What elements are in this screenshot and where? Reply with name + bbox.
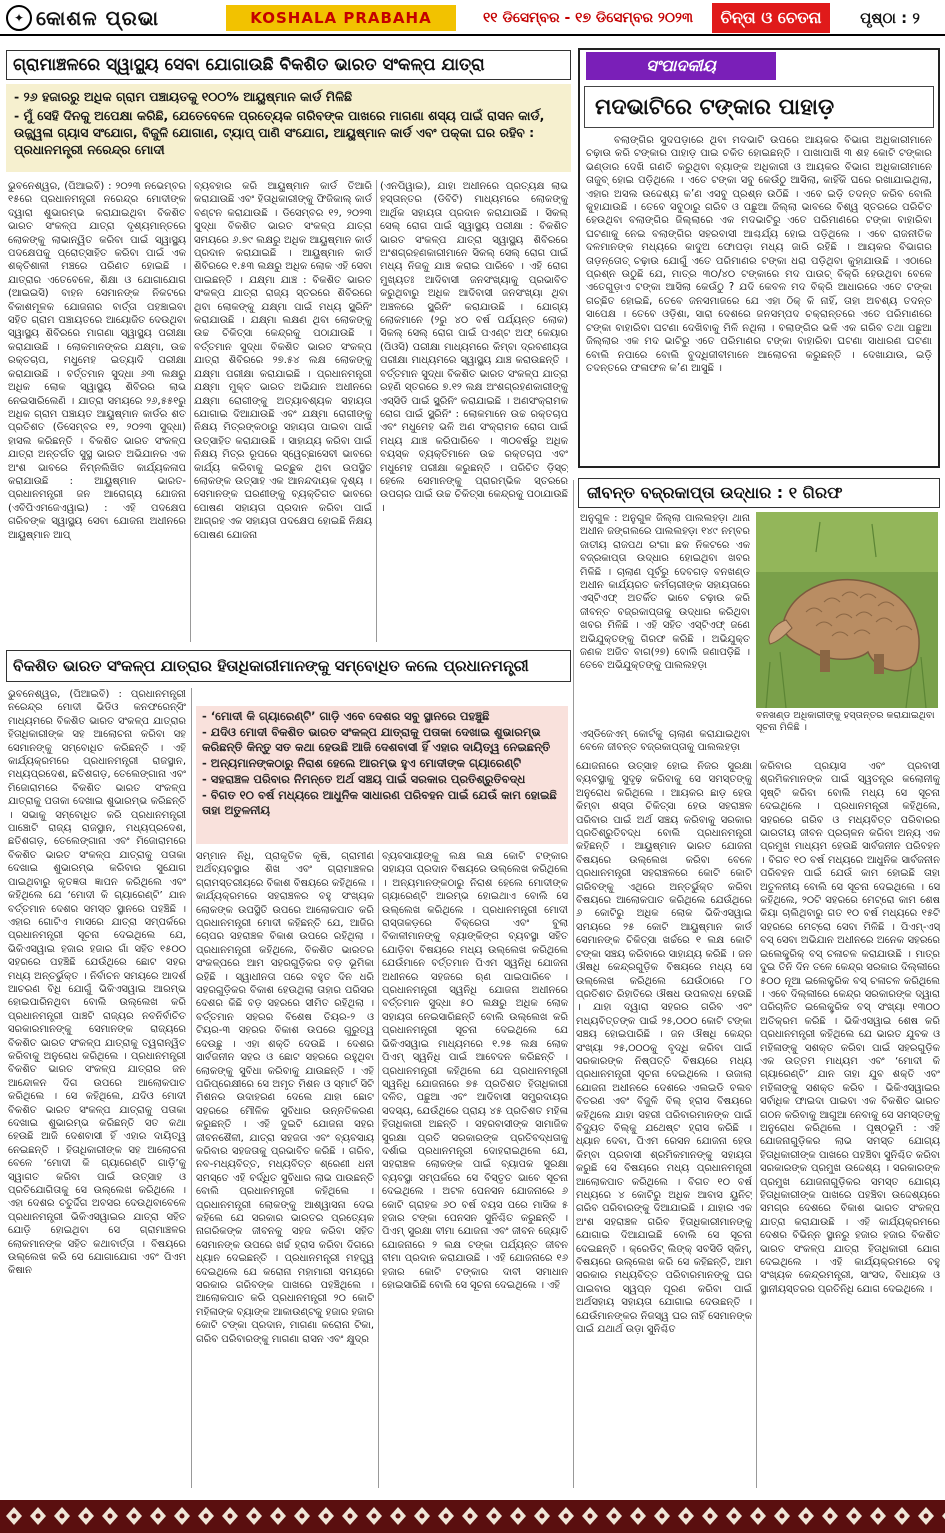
footer-motif-dot: [468, 1514, 473, 1519]
pangolin-leg: [874, 654, 884, 674]
article2-column-3: ବ୍ୟବସାୟୀଙ୍କୁ ଲକ୍ଷ ଲକ୍ଷ କୋଟି ଟଙ୍କାର ସହାୟତା ପ୍ରଦାନ ବିଷୟରେ ଉଲ୍ଲେଖ କରିଥିଲେ । ଅନ୍ୟମାନଙ୍କଠାରୁ ନିରାଶ ହେଲେ ମୋଦୀଙ୍କ ଗ୍ୟାରେଣ୍ଟି ଆରମ୍ଭ ହୋଇଥାଏ ବୋଲି ସେ ଉଲ୍ଲେଖ କରିଥିଲେ । ପ୍ରଧାନମନ୍ତ୍ରୀ ମୋଦୀ ରାସ୍ତାକଡ଼ରେ ବିକ୍ରେତା ଏବଂ ବୁଲା ବିକାଳୀମାନଙ୍କୁ ବ୍ୟାଙ୍କିଙ୍ଗ ବ୍ୟବସ୍ଥା ସହିତ ଯୋଡ଼ିବା ବିଷୟରେ ମଧ୍ୟ ଉଲ୍ଲେଖ କରିଥିଲେ ଯେଉଁମାନେ ବର୍ତ୍ତମାନ ପିଏମ ସ୍ୱନିଧି ଯୋଜନା ଅଧୀନରେ ସହଜରେ ଋଣ ପାଇପାରିବେ । ପ୍ରଧାନମନ୍ତ୍ରୀ ସ୍ୱନିଧି ଯୋଜନା ଅଧୀନରେ ବର୍ତ୍ତମାନ ସୁଦ୍ଧା ୫୦ ଲକ୍ଷରୁ ଅଧିକ ଲୋକ ସହାୟତା ନେଇସାରିଛନ୍ତି ବୋଲି ଉଲ୍ଲେଖ କରି ପ୍ରଧାନମନ୍ତ୍ରୀ ସୂଚନା ଦେଇଥିଲେ ଯେ ଭିକିଏସୱାଇ ମାଧ୍ୟମରେ ୧.୨୫ ଲକ୍ଷ ଲୋକ ପିଏମ୍ ସ୍ୱନିଧି ପାଇଁ ଆବେଦନ କରିଛନ୍ତି । ପ୍ରଧାନମନ୍ତ୍ରୀ କହିଥିଲେ ଯେ ପ୍ରଧାନମନ୍ତ୍ରୀ ସ୍ୱନିଧି ଯୋଜନାରେ ୭୫ ପ୍ରତିଶତ ହିତାଧିକାରୀ ଦଳିତ, ପଛୁଆ ଏବଂ ଆଦିବାସୀ ସମ୍ପ୍ରଦାୟର ସଦସ୍ୟ, ଯେଉଁଥିରେ ପ୍ରାୟ ୪୫ ପ୍ରତିଶତ ମହିଳା ହିତାଧିକାରୀ ଅଛନ୍ତି । ସହରବାସୀଙ୍କ ସାମାଜିକ ସୁରକ୍ଷା ପ୍ରତି ସରକାରଙ୍କ ପ୍ରତିବଦ୍ଧତାକୁ ଦର୍ଶାଇ ପ୍ରଧାନମନ୍ତ୍ରୀ ଦୋହରାଇଥିଲେ ଯେ, ସହରାଞ୍ଚଳ ଲୋକଙ୍କ ପାଇଁ ବ୍ୟାପକ ସୁରକ୍ଷା ବ୍ୟବସ୍ଥା ସମ୍ପର୍କରେ ସେ ବିସ୍ତୃତ ଭାବେ ସୂଚନା ଦେଇଥିଲେ । ଅଟଳ ପେନସନ ଯୋଜନାରେ ୬ କୋଟି ଗ୍ରାହକ ୬୦ ବର୍ଷ ବୟସ ପରେ ମାସିକ ୫ ହଜାର ଟଙ୍କା ପେନସନ ସୁନିଶ୍ଚିତ କରୁଛନ୍ତି । ପିଏମ୍ ସୁରକ୍ଷା ବୀମା ଯୋଜନା ଏବଂ ଜୀବନ ଜ୍ୟୋତି ଯୋଜନାରେ ୨ ଲକ୍ଷ ଟଙ୍କା ପର୍ଯ୍ୟନ୍ତ ଜୀବନ ବୀମା ପ୍ରଦାନ କରାଯାଉଛି । ଏହି ଯୋଜନାରେ ୧୬ ହଜାର କୋଟି ଟଙ୍କାର ଦାବୀ ସମାଧାନ ହୋଇସାରିଛି ବୋଲି ସେ ସୂଚନା ଦେଇଥିଲେ । ଏହି: [382, 851, 568, 1291]
article1-column-2: ବ୍ୟବହାର କରି ଆୟୁଷ୍ମାନ କାର୍ଡ ତିଆରି କରାଯାଉଛି ଏବଂ ହିତାଧିକାରୀଙ୍କୁ ଫିଜିକାଲ୍ କାର୍ଡ ବଣ୍ଟନ କରାଯାଉଛି । ଡିସେମ୍ବର ୧୨, ୨୦୨୩ ସୁଦ୍ଧା ବିକଶିତ ଭାରତ ସଂକଳ୍ପ ଯାତ୍ରା ସମୟରେ ୬.୭୯ ଲକ୍ଷରୁ ଅଧିକ ଆୟୁଷ୍ମାନ କାର୍ଡ ପ୍ରଦାନ କରାଯାଇଛି । ଆୟୁଷ୍ମାନ କାର୍ଡ ଶିବିରରେ ୧.୫୩ ଲକ୍ଷରୁ ଅଧିକ ଲୋକ ଏହି ସେବା ପାଇଛନ୍ତି । ଯକ୍ଷ୍ମା ଯାଞ୍ଚ : ବିକଶିତ ଭାରତ ସଂକଳ୍ପ ଯାତ୍ରା ରାଜ୍ୟ ସ୍ତରରେ ଶିବିରରେ ଥିବା ଲୋକଙ୍କୁ ଯକ୍ଷ୍ମା ପାଇଁ ମଧ୍ୟ ସ୍କ୍ରିନିଂ କରାଯାଉଛି । ଯକ୍ଷ୍ମା ଲକ୍ଷଣ ଥିବା ଲୋକଙ୍କୁ ଉଚ୍ଚ ଚିକିତ୍ସା କେନ୍ଦ୍ରକୁ ପଠାଯାଉଛି । ବର୍ତ୍ତମାନ ସୁଦ୍ଧା ବିକଶିତ ଭାରତ ସଂକଳ୍ପ ଯାତ୍ରା ଶିବିରରେ ୨୭.୫୪ ଲକ୍ଷ ଲୋକଙ୍କୁ ଯକ୍ଷ୍ମା ପରୀକ୍ଷା କରାଯାଇଛି । ପ୍ରଧାନମନ୍ତ୍ରୀ ଯକ୍ଷ୍ମା ମୁକ୍ତ ଭାରତ ଅଭିଯାନ ଅଧୀନରେ ଯକ୍ଷ୍ମା ରୋଗୀଙ୍କୁ ଅତ୍ୟାବଶ୍ୟକ ସହାୟତା ଯୋଗାଇ ଦିଆଯାଉଛି ଏବଂ ଯକ୍ଷ୍ମା ରୋଗୀଙ୍କୁ ନିକ୍ଷୟ ମିତ୍ରଙ୍କଠାରୁ ସହାୟତା ପାଇବା ପାଇଁ ଉତ୍ସାହିତ କରାଯାଉଛି । ସାହାଯ୍ୟ କରିବା ପାଇଁ ନିକ୍ଷୟ ମିତ୍ର ରୂପରେ ସ୍ୱେଚ୍ଛାସେବୀ ଭାବରେ କାର୍ଯ୍ୟ କରିବାକୁ ଇଚ୍ଛୁକ ଥିବା ଉପସ୍ଥିତ ଲୋକଙ୍କ ଉତ୍ସାହ ଏକ ଆନନ୍ଦଦାୟକ ଦୃଶ୍ୟ । ସେମାନଙ୍କ ଘରଣୀଙ୍କୁ ବ୍ୟକ୍ତିଗତ ଭାବରେ ପୋଷଣ ସହାୟତା ପ୍ରଦାନ କରିବା ପାଇଁ ଆଗ୍ରହ ଏକ ସହାୟତା ପଦକ୍ଷେପ ହୋଇଛି ନିକ୍ଷୟ ପୋଷଣ ଯୋଜନା: [194, 181, 372, 541]
footer-motif-dot: [540, 1514, 545, 1519]
footer-motif-dot: [900, 1514, 905, 1519]
page-number: ପୃଷ୍ଠା : ୨: [860, 9, 920, 27]
footer-motif-dot: [276, 1514, 281, 1519]
article1-highlights: [6, 84, 571, 172]
article2-highlight-5: - ବିଗତ ୧୦ ବର୍ଷ ମଧ୍ୟରେ ଆଧୁନିକ ସାଧାରଣ ପରିବହନ ପାଇଁ ଯେଉଁ କାମ ହୋଇଛି ତାହା ଅତୁଳନୀୟ: [202, 788, 557, 817]
footer-motif-dot: [852, 1514, 857, 1519]
article1-column-3: (ଏନପିୱାଇ), ଯାହା ଅଧୀନରେ ପ୍ରତ୍ୟକ୍ଷ ଲାଭ ହସ୍ତାନ୍ତର (ଡିବିଟି) ମାଧ୍ୟମରେ ଲୋକଙ୍କୁ ଆର୍ଥିକ ସହାୟତା ପ୍ରଦାନ କରାଯାଉଛି । ସିକଲ୍ ସେଲ୍ ରୋଗ ପାଇଁ ସ୍ୱାସ୍ଥ୍ୟ ପରୀକ୍ଷା : ବିକଶିତ ଭାରତ ସଂକଳ୍ପ ଯାତ୍ରା ସ୍ୱାସ୍ଥ୍ୟ ଶିବିରରେ ଅଂଶଗ୍ରହଣକାରୀମାନେ ସିକଲ୍ ସେଲ୍ ରୋଗ ପାଇଁ ମଧ୍ୟ ନିଜକୁ ଯାଞ୍ଚ କରାଇ ପାରିବେ । ଏହି ରୋଗ ମୁଖ୍ୟତଃ ଆଦିବାସୀ ଜନସଂଖ୍ୟାକୁ ପ୍ରଭାବିତ କରୁଥିବାରୁ ଅଧିକ ଆଦିବାସୀ ଜନସଂଖ୍ୟା ଥିବା ଅଞ୍ଚଳରେ ସ୍କ୍ରିନିଂ କରାଯାଉଛି । ଯୋଗ୍ୟ ଲୋକମାନେ (୨ରୁ ୪୦ ବର୍ଷ ପର୍ଯ୍ୟନ୍ତ ଲୋକ) ସିକଲ୍ ସେଲ୍ ରୋଗ ପାଇଁ ପଏଣ୍ଟ ଅଫ୍ କେୟାର (ପିଓସି) ପରୀକ୍ଷା ମାଧ୍ୟମରେ କିମ୍ବା ଦ୍ରବଣୀୟତା ପରୀକ୍ଷା ମାଧ୍ୟମରେ ସ୍ୱାସ୍ଥ୍ୟ ଯାଞ୍ଚ କରାଉଛନ୍ତି । ବର୍ତ୍ତମାନ ସୁଦ୍ଧା ବିକଶିତ ଭାରତ ସଂକଳ୍ପ ଯାତ୍ରା ରହଣି ସ୍ତରରେ ୭.୧୨ ଲକ୍ଷ ଅଂଶଗ୍ରହଣକାରୀଙ୍କୁ ଏସ୍‌ସିଡି ପାଇଁ ସ୍କ୍ରିନିଂ କରାଯାଇଛି । ଅଣସଂକ୍ରାମକ ରୋଗ ପାଇଁ ସ୍କ୍ରିନିଂ : ଲୋକମାନେ ଉଚ୍ଚ ରକ୍ତଚାପ ଏବଂ ମଧୁମେହ ଭଳି ଅଣ ସଂକ୍ରାମକ ରୋଗ ପାଇଁ ମଧ୍ୟ ଯାଞ୍ଚ କରିପାରିବେ । ୩୦ବର୍ଷରୁ ଅଧିକ ବୟସ୍କ ବ୍ୟକ୍ତିମାନେ ଉଚ୍ଚ ରକ୍ତଚାପ ଏବଂ ମଧୁମେହ ପରୀକ୍ଷା କରୁଛନ୍ତି । ପରିଚିତ ଡ଼ିସ୍‌ଚ୍ ହେଲେ ସେମାନଙ୍କୁ ପ୍ରାରମ୍ଭିକ ସ୍ତରରେ ଉପଚାର ପାଇଁ ଉଚ୍ଚ ଚିକିତ୍ସା କେନ୍ଦ୍ରକୁ ପଠାଯାଉଛି ।: [380, 181, 568, 514]
footer-motif-dot: [228, 1514, 233, 1519]
column-divider: [378, 850, 379, 1488]
footer-motif-dot: [708, 1514, 713, 1519]
issue-date-range: ୧୧ ଡିସେମ୍ବର - ୧୭ ଡିସେମ୍ବର ୨୦୨୩: [482, 10, 693, 26]
article2-headline: ବିକଶିତ ଭାରତ ସଂକଳ୍ପ ଯାତ୍ରାର ହିତାଧିକାରୀମାନଙ୍କୁ ସମ୍ବୋଧିତ କଲେ ପ୍ରଧାନମନ୍ତ୍ରୀ: [6, 650, 571, 682]
logo-text: କୋଶଳ ପ୍ରଭା: [36, 6, 160, 30]
footer-motif-dot: [204, 1514, 209, 1519]
article2-column-5: କରିବାର ପ୍ରୟାସ ଏବଂ ପ୍ରବାସୀ ଶ୍ରମିକମାନଙ୍କ ପାଇଁ ସ୍ୱତନ୍ତ୍ର କଲୋନୀକୁ ସୃଷ୍ଟି କରିବା ବୋଲି ମଧ୍ୟ ସେ ସୂଚନା ଦେଇଥିଲେ । ପ୍ରଧାନମନ୍ତ୍ରୀ କହିଥିଲେ, ସହରରେ ଗରିବ ଓ ମଧ୍ୟବିତ୍ତ ପରିବାରର ଭାରତୀୟ ଜୀବନ ପ୍ରଚାଳନ କରିବା ଅନ୍ୟ ଏକ ପ୍ରମୁଖ ମାଧ୍ୟମ ହେଉଛି ସାର୍ବଜନୀନ ପରିବହନ । ବିଗତ ୧୦ ବର୍ଷ ମଧ୍ୟରେ ଆଧୁନିକ ସାର୍ବଜନୀନ ପରିବହନ ପାଇଁ ଯେଉଁ କାମ ହୋଇଛି ତାହା ଅତୁଳନୀୟ ବୋଲି ସେ ସୂଚନା ଦେଇଥିଲେ । ସେ କହିଥିଲେ, ୨୦ଟି ସହରରେ ମେଟ୍ରୋ କାମ ଶେଷ କିୟା ଚାଲିଥିବାରୁ ଗତ ୧୦ ବର୍ଷ ମଧ୍ୟରେ ୧୫ଟି ସହରରେ ମେଟ୍ରୋ ସେବା ମିଳିଛି । ପିଏମ୍-ଏସ୍ ବସ୍ ସେବା ଅଭିଯାନ ଅଧୀନରେ ଅନେକ ସହରରେ ଇଲେକ୍ଟ୍ରିକ୍ ବସ୍ ଚଳାଚଳ କରାଯାଉଛି । ମାତ୍ର ଦୁଇ ତିନି ଦିନ ତଳେ କେନ୍ଦ୍ର ସରକାର ଦିଲ୍ଲୀରେ ୫୦୦ ନୂଆ ଇଲେକ୍ଟ୍ରିକ ବସ୍ ଚଳାଚଳ କରିଥିଲେ । ଏବେ ଦିଲ୍ଲୀରେ କେନ୍ଦ୍ର ସରକାରଙ୍କ ଦ୍ୱାରା ପରିଚାଳିତ ଇଲେକ୍ଟ୍ରିକ ବସ୍ ସଂଖ୍ୟା ୧୩୦୦ ଅତିକ୍ରମ କରିଛି । ଭିକିଏସୱାଇ ଶେଷ କରି ପ୍ରଧାନମନ୍ତ୍ରୀ କହିଥିଲେ ଯେ ଭାରତ ଯୁବକ ଓ ମହିଳାଙ୍କୁ ସଶକ୍ତ କରିବା ପାଇଁ ସହରଗୁଡ଼ିକ ଏକ ଉତ୍ତମ ମାଧ୍ୟମ ଏବଂ ‘ମୋଦୀ କି ଗ୍ୟାରେଣ୍ଟି’ ଯାନ ତାହା ଯୁବ ଶକ୍ତି ଏବଂ ମହିଳାଙ୍କୁ ସଶକ୍ତ କରିବ । ଭିକିଏସୱାଇର ସର୍ବାଧିକ ଫାଇଦା ପାଇବା ଏକ ବିକଶିତ ଭାରତ ଗଠନ କରିବାକୁ ଆଗୁଆ ନେବାକୁ ସେ ସମସ୍ତଙ୍କୁ ଅନୁରୋଧ କରିଥିଲେ । ପୃଷ୍ଠଭୂମି : ଏହି ଯୋଜନାଗୁଡ଼ିକର ଲାଭ ସମସ୍ତ ଯୋଗ୍ୟ ହିତାଧିକାରୀଙ୍କ ପାଖରେ ପହଞ୍ଚିବା ସୁନିଶ୍ଚିତ କରିବା ସରକାରଙ୍କ ପ୍ରମୁଖ ଉଦ୍ଦେଶ୍ୟ । ସରକାରଙ୍କ ପ୍ରମୁଖ ଯୋଜନାଗୁଡ଼ିକର ସମସ୍ତ ଯୋଗ୍ୟ ହିତାଧିକାରୀଙ୍କ ପାଖରେ ପହଞ୍ଚିବା ଉଦ୍ଦେଶ୍ୟରେ ସମଗ୍ର ଦେଶରେ ବିକାଶ ଭାରତ ସଂକଳ୍ପ ଯାତ୍ରା କରାଯାଉଛି । ଏହି କାର୍ଯ୍ୟକ୍ରମରେ ଦେଶର ବିଭିନ୍ନ ସ୍ଥାନରୁ ହଜାର ହଜାର ବିକଶିତ ଭାରତ ସଂକଳ୍ପ ଯାତ୍ରା ହିତାଧିକାରୀ ଯୋଗ ଦେଇଥିଲେ । ଏହି କାର୍ଯ୍ୟକ୍ରମରେ ବହୁ ସଂଖ୍ୟକ କେନ୍ଦ୍ରମନ୍ତ୍ରୀ, ସାଂସଦ, ବିଧାୟକ ଓ ସ୍ଥାନୀୟସ୍ତରର ପ୍ରତିନିଧି ଯୋଗ ଦେଇଥିଲେ ।: [760, 761, 940, 1295]
article2-column-1: ଭୁବନେଶ୍ୱର, (ପିଆଇବି) : ପ୍ରଧାନମନ୍ତ୍ରୀ ନରେନ୍ଦ୍ର ମୋଦୀ ଭିଡିଓ କନଫରେନ୍ସିଂ ମାଧ୍ୟମରେ ବିକଶିତ ଭାରତ ସଂକଳ୍ପ ଯାତ୍ରାର ହିତାଧିକାରୀଙ୍କ ସହ ଆଲୋଚନା କରିବା ସହ ସେମାନଙ୍କୁ ସମ୍ବୋଧିତ କରିଛନ୍ତି । ଏହି କାର୍ଯ୍ୟକ୍ରମରେ ପ୍ରଧାନମନ୍ତ୍ରୀ ରାଜସ୍ଥାନ, ମଧ୍ୟପ୍ରଦେଶ, ଛତିଶଗଡ଼, ତେଲେଙ୍ଗାନା ଏବଂ ମିଜୋରାମରେ ବିକଶିତ ଭାରତ ସଂକଳ୍ପ ଯାତ୍ରାକୁ ପତାକା ଦେଖାଇ ଶୁଭାରମ୍ଭ କରିଛନ୍ତି । ସଭାକୁ ସମ୍ବୋଧିତ କରି ପ୍ରଧାନମନ୍ତ୍ରୀ ପାଞ୍ଚୋଟି ରାଜ୍ୟ ରାଜସ୍ଥାନ, ମଧ୍ୟପ୍ରଦେଶ, ଛତିଶଗଡ଼, ତେଲେଙ୍ଗାନା ଏବଂ ମିଜୋରାମରେ ବିକଶିତ ଭାରତ ସଂକଳ୍ପ ଯାତ୍ରାକୁ ପତାକା ଦେଖାଇ ଶୁଭାରମ୍ଭ କରିବାର ସୁଯୋଗ ପାଇଥିବାରୁ କୃତଜ୍ଞତା ଜ୍ଞାପନ କରିଥିଲେ ଏବଂ କହିଥିଲେ ଯେ ‘ମୋଦୀ କି ଗ୍ୟାରେଣ୍ଟି’ ଯାନ ବର୍ତ୍ତମାନ ଦେଶର ସମସ୍ତ ସ୍ଥାନରେ ପହଞ୍ଚିଛି । ଏହାର ଗୋଟିଏ ମାସରେ ଯାତ୍ରା ସମ୍ପର୍କରେ ପ୍ରଧାନମନ୍ତ୍ରୀ ସୂଚନା ଦେଇଥିଲେ ଯେ, ଭିକିଏସୱାଇ ହଜାର ହଜାର ଗାଁ ସହିତ ୧୫୦୦ ସହରରେ ପହଞ୍ଚିଛି ଯେଉଁଥିରେ ଛୋଟ ସହର ମଧ୍ୟ ଅନ୍ତର୍ଭୁକ୍ତ । ନିର୍ବାଚନ ସମୟରେ ଆଦର୍ଶ ଆଚରଣ ବିଧି ଯୋଗୁଁ ଭିକିଏସୱାଇ ଆରମ୍ଭ ହୋଇପାରିନଥିବା ବୋଲି ଉଲ୍ଲେଖ କରି ପ୍ରଧାନମନ୍ତ୍ରୀ ପାଞ୍ଚଟି ରାଜ୍ୟର ନବନିର୍ବାଚିତ ସରକାରମାନଙ୍କୁ ସେମାନଙ୍କ ରାଜ୍ୟରେ ବିକଶିତ ଭାରତ ସଂକଳ୍ପ ଯାତ୍ରାକୁ ତ୍ୱରାନ୍ୱିତ କରିବାକୁ ଅନୁରୋଧ କରିଥିଲେ । ପ୍ରଧାନମନ୍ତ୍ରୀ ବିକଶିତ ଭାରତ ସଂକଳ୍ପ ଯାତ୍ରାର ଜନ ଆନ୍ଦୋଳନ ଦିଗ ଉପରେ ଆଲୋକପାତ କରିଥିଲେ । ସେ କହିଥିଲେ, ଯଦିଓ ମୋଦୀ ବିକଶିତ ଭାରତ ସଂକଳ୍ପ ଯାତ୍ରାକୁ ପତାକା ଦେଖାଇ ଶୁଭାରମ୍ଭ କରିଛନ୍ତି ସତ କଥା ହେଉଛି ଆଜି ଦେଶବାସୀ ହିଁ ଏହାର ଦାୟିତ୍ୱ ନେଇଛନ୍ତି । ହିତାଧିକାରୀଙ୍କ ସହ ଆଲୋଚନା ବେଳେ ‘ମୋଦୀ କି ଗ୍ୟାରେଣ୍ଟି ଗାଡ଼ି’କୁ ସ୍ୱାଗତ କରିବା ପାଇଁ ଉତ୍ସାହ ଓ ପ୍ରତିଯୋଗିତାକୁ ସେ ଉଲ୍ଲେଖ କରିଥିଲେ । ଏହା ଦେଶର ଚତୁର୍ଦ୍ଦିଗ ଅବସର ଦେଉଥିବାବେଳେ ପ୍ରଧାନମନ୍ତ୍ରୀ ଭିକିଏସୱାଇର ଯାତ୍ରା ସହିତ ଯୋଡ଼ି ହୋଇଥିବା ସେ ଗ୍ରାମାଞ୍ଚଳର ଲୋକମାନଙ୍କ ସହିତ କଥାବାର୍ତ୍ତା । ବିଷୟରେ ଉଲ୍ଲେଖ କରି ସେ ଯୋଗାଯୋଗ ଏବଂ ପିଏମ କିଷାନ: [8, 689, 186, 1277]
article2-highlight-2: - ଯଦିଓ ମୋଦୀ ବିକଶିତ ଭାରତ ସଂକଳ୍ପ ଯାତ୍ରାକୁ ପତାକା ଦେଖାଇ ଶୁଭାରମ୍ଭ କରିଛନ୍ତି କିନ୍ତୁ ସତ କଥା ହେଉଛି ଆଜି ଦେଶବାସୀ ହିଁ ଏହାର ଦାୟିତ୍ୱ ନେଇଛନ୍ତି: [202, 725, 551, 754]
footer-motif-dot: [564, 1514, 569, 1519]
pangolin-story-text: ଅନୁଗୁଳ : ଅନୁଗୁଳ ଜିଲ୍ଲା ପାଲଲହଡ଼ା ଥାନା ଅଧୀନ ଜଙ୍ଗଲରେ ପାଲଲହଡ଼ା ୧୪୯ ନମ୍ବର ଜାତୀୟ ରାଜପଥ ରଂଗା ଛକ ନିକଟରେ ଏକ ବଜ୍ରକାପ୍ତା ଉଦ୍ଧାର ହୋଇଥିବା ଖବର ମିଳିଛି । ଚାଲାଣ ପୂର୍ବରୁ ଦେବଗଡ଼ ବନଖଣ୍ଡ ଅଧୀନ କାର୍ଯ୍ୟରତ କର୍ମଚାରୀଙ୍କ ସହାୟତାରେ ଏସ୍‌ଟିଏଫ୍ ଅତର୍କିତ ଭାବେ ଚଢ଼ାଉ କରି ଜୀବନ୍ତ ବଜ୍ରକାପ୍ତାକୁ ଉଦ୍ଧାର କରିଥିବା ଖବର ମିଳିଛି । ଏହି ସହିତ ଏସ୍‌ଟିଏଫ୍ ଜଣେ ଅଭିଯୁକ୍ତଙ୍କୁ ଗିରଫ କରିଛି । ଅଭିଯୁକ୍ତ ଜଣକ ଅଜିତ ବାଗ(୨୭) ବୋଲି ଜଣାପଡ଼ିଛି । ତେବେ ଅଭିଯୁକ୍ତଙ୍କୁ ପାଲଲହଡ଼ା: [580, 513, 750, 672]
article2-highlight-3: - ଅନ୍ୟମାନଙ୍କଠାରୁ ନିରାଶ ହେଲେ ଆରମ୍ଭ ହୁଏ ମୋଦୀଙ୍କ ଗ୍ୟାରେଣ୍ଟି: [202, 756, 522, 770]
footer-motif-dot: [348, 1514, 353, 1519]
article1-highlight-2: - ମୁଁ ସେହି ଦିନକୁ ଅପେକ୍ଷା କରିଛି, ଯେତେବେଳେ ପ୍ରତ୍ୟେକ ଗରିବଙ୍କ ପାଖରେ ମାଗଣା ଶସ୍ୟ ପାଇଁ ରାସନ କାର୍ଡ, ଉଜ୍ଜ୍ୱଳା ଗ୍ୟାସ ସଂଯୋଗ, ବିଜୁଳି ଯୋଗାଣ, ଟ୍ୟାପ୍ ପାଣି ସଂଯୋଗ, ଆୟୁଷ୍ମାନ କାର୍ଡ ଏବଂ ପକ୍କା ଘର ରହିବ : ପ୍ରଧାନମନ୍ତ୍ରୀ ନରେନ୍ଦ୍ର ମୋଦୀ: [14, 108, 545, 157]
article2-column-4: ଯୋଜନାରେ ଉତ୍ସାହ ହୋଇ ନିଜର ସୁରକ୍ଷା ବ୍ୟବସ୍ଥାକୁ ସୁଦୃଢ଼ କରିବାକୁ ସେ ସମସ୍ତଙ୍କୁ ଅନୁରୋଧ କରିଥିଲେ । ଆୟକର ଛାଡ଼ ହେଉ କିମ୍ବା ଶସ୍ତା ଚିକିତ୍ସା ହେଉ ସହରାଞ୍ଚଳ ପରିବାର ପାଇଁ ଅର୍ଥ ସଞ୍ଚୟ କରିବାକୁ ସରକାର ପ୍ରତିଶ୍ରୁତିବଦ୍ଧ ବୋଲି ପ୍ରଧାନମନ୍ତ୍ରୀ କହିଛନ୍ତି । ଆୟୁଷ୍ମାନ ଭାରତ ଯୋଜନା ବିଷୟରେ ଉଲ୍ଲେଖ କରିବା ବେଳେ ପ୍ରଧାନମନ୍ତ୍ରୀ ସହରାଞ୍ଚଳରେ କୋଟି କୋଟି ଗରିବଙ୍କୁ ଏଥିରେ ଅନ୍ତର୍ଭୁକ୍ତ କରିବା ବିଷୟରେ ଆଲୋକପାତ କରିଥିଲେ ଯେଉଁଥିରେ ୬ କୋଟିରୁ ଅଧିକ ଲୋକ ଭିକିଏସୱାଇ ସମୟରେ ୨୫ କୋଟି ଆୟୁଷ୍ମାନ କାର୍ଡ ସେମାନଙ୍କ ଚିକିତ୍ସା ଖର୍ଚ୍ଚରେ ୧ ଲକ୍ଷ କୋଟି ଟଙ୍କା ସଞ୍ଚୟ କରିବାରେ ସାହାଯ୍ୟ କରିଛି । ଜନ ଔଷଧି କେନ୍ଦ୍ରଗୁଡ଼ିକ ବିଷୟରେ ମଧ୍ୟ ସେ ଉଲ୍ଲେଖ କରିଥିଲେ ଯେଉଁଠାରେ ୮୦ ପ୍ରତିଶତ ରିହାତିରେ ଔଷଧ ଉପଲବ୍ଧ ହେଉଛି । ଯାହା ଦ୍ୱାରା ସହରର ଗରିବ ଏବଂ ମଧ୍ୟବିତ୍ତଙ୍କ ପାଇଁ ୨୫,୦୦୦ କୋଟି ଟଙ୍କା ସଞ୍ଚୟ ହୋଇପାରିଛି । ଜନ ଔଷଧି କେନ୍ଦ୍ର ସଂଖ୍ୟା ୨୫,୦୦୦କୁ ବୃଦ୍ଧି କରିବା ପାଇଁ ସରକାରଙ୍କ ନିଷ୍ପତ୍ତି ବିଷୟରେ ମଧ୍ୟ ପ୍ରଧାନମନ୍ତ୍ରୀ ସୂଚନା ଦେଇଥିଲେ । ଉଜାଲା ଯୋଜନା ଅଧୀନରେ ଦେଶରେ ଏଲଇଡି ବଲବ ବିତରଣ ଏବଂ ବିଜୁଳି ବିଲ୍ ହ୍ରାସ ବିଷୟରେ କହିଥିଲେ ଯାହା ସହରୀ ପରିବାରମାନଙ୍କ ପାଇଁ ବିଦ୍ୟୁତ ବିଲ୍‌କୁ ଯଥେଷ୍ଟ ହ୍ରାସ କରିଛି । ଧ୍ୟାନ ଦେବା, ପିଏମ ରେସନ ଯୋଜନା ହେଉ କିମ୍ବା ପ୍ରବାସୀ ଶ୍ରମିକମାନଙ୍କୁ ସହାୟତା କରୁଛି ସେ ବିଷୟରେ ମଧ୍ୟ ପ୍ରଧାନମନ୍ତ୍ରୀ ଆଲୋକପାତ କରିଥିଲେ । ବିଗତ ୧୦ ବର୍ଷ ମଧ୍ୟରେ ୪ କୋଟିରୁ ଅଧିକ ଆବାସ ୟୁନିଟ୍ ଗରିବ ପରିବାରଙ୍କୁ ଦିଆଯାଇଛି । ଯାହାର ଏକ ଅଂଶ ସହରାଞ୍ଚଳ ଗରିବ ହିତାଧିକାରୀମାନଙ୍କୁ ଯୋଗାଇ ଦିଆଯାଇଛି ବୋଲି ସେ ସୂଚନା ଦେଇଛନ୍ତି । କ୍ରେଡିଟ୍ ଲିଙ୍କ୍ ସବସିଡି ସ୍କିମ୍, ବିଷୟରେ ଉଲ୍ଲେଖ କରି ସେ କହିଛନ୍ତି, ଆମ ସରକାର ମଧ୍ୟବିତ୍ତ ପରିବାରମାନଙ୍କୁ ଘର ପାଇବାର ସ୍ୱପ୍ନ ପୂରଣ କରିବା ପାଇଁ ଅର୍ଥସହାୟ ସହାୟତା ଯୋଗାଇ ଦେଉଛନ୍ତି । ଯେଉଁମାନଙ୍କର ନିଜସ୍ୱ ଘର ନାହିଁ ସେମାନଙ୍କ ପାଇଁ ଯଥାର୍ଥ ଉଡ଼ା ସୁନିଶ୍ଚିତ: [576, 761, 752, 1336]
footer-motif-dot: [660, 1514, 665, 1519]
footer-motif-dot: [756, 1514, 761, 1519]
column-divider: [573, 480, 574, 1488]
pangolin-leg: [820, 650, 830, 672]
article2-highlight-1: - ‘ମୋଦୀ କି ଗ୍ୟାରେଣ୍ଟି’ ଗାଡ଼ି ଏବେ ଦେଶର ସବୁ ସ୍ଥାନରେ ପହଞ୍ଚୁଛି: [202, 709, 490, 723]
footer-motif-dot: [684, 1514, 689, 1519]
footer-motif-dot: [12, 1514, 17, 1519]
footer-motif-dot: [780, 1514, 785, 1519]
footer-motif-dot: [828, 1514, 833, 1519]
column-divider: [756, 760, 757, 1488]
footer-motif-dot: [396, 1514, 401, 1519]
footer-motif-dot: [300, 1514, 305, 1519]
editorial-body: ବଲାଙ୍ଗିର ସୁଦପଡ଼ାରେ ଥିବା ମଦଭାଟି ଉପରେ ଆୟକର ବିଭାଗ ଅଧିକାରୀମାନେ ଚଢ଼ାଉ କରି ଟଙ୍କାର ପାହାଡ଼ ପାଇ ଚକିତ ହୋଇଛନ୍ତି । ପାଖାପାଖି ୩ ଶହ କୋଟି ଟଙ୍କାର ଭଣ୍ଡାର ଦେଖି ଗଣତି କରୁଥିବା ବ୍ୟାଙ୍କ ଅଧିକାରୀ ଓ ଆୟକର ବିଭାଗ ଅଧିକାରୀମାନେ ତାଜୁବ୍ ହୋଇ ପଡ଼ିଥିଲେ । ଏତେ ଟଙ୍କା ସବୁ କେଉଁଠୁ ଆସିଲା, କାହିଁକି ଘରେ ରଖାଯାଇଥିଲା, ଏହାର ଅସଲ ଉଦ୍ଦେଶ୍ୟ କ’ଣ ଏସବୁ ପ୍ରଶ୍ନ ଉଠିଛି । ଏବେ ଇଡ଼ି ତଦନ୍ତ କରିବ ବୋଲି କୁହାଯାଉଛି । ତେବେ ସବୁଠାରୁ ଗରିବ ଓ ପଛୁଆ ଜିଲ୍ଲା ଭାବରେ ବିଶ୍ୱ ସ୍ତରରେ ପରିଚିତ ହେଉଥିବା ବଲାଙ୍ଗିର ଜିଲ୍ଲାରେ ଏକ ମଦଭାଟିରୁ ଏତେ ପରିମାଣରେ ଟଙ୍କା ବାହାରିବା ଘଟଣାକୁ ନେଇ ବଲାଙ୍ଗିର ସହରବାସୀ ଆଶ୍ଚର୍ଯ୍ୟ ହୋଇ ପଡ଼ିଥିଲେ । ଏବେ ରାଜନୀତିକ ଦଳମାନଙ୍କ ମଧ୍ୟରେ କାଦୁଅ ଫୋପଡ଼ା ମଧ୍ୟ ଜାରି ରହିଛି । ଆୟକର ବିଭାଗର ତାଡ଼ନ୍ତୋତ୍ ଚଢ଼ାଉ ଯୋଗୁଁ ଏତେ ପରିମାଣର ଟଙ୍କା ଧରା ପଡ଼ିଥିବା କୁହାଯାଉଛି । ଏଠାରେ ପ୍ରଶ୍ନ ଉଠୁଛି ଯେ, ମାତ୍ର ୩୦/୪୦ ଟଙ୍କାରେ ମଦ ପାଉଚ୍ ବିକ୍ରି ହେଉଥିବା ବେଳେ ଏତେଗୁଡ଼ାଏ ଟଙ୍କା ଆସିଲା କେଉଁଠୁ ? ଯଦି କେବଳ ମଦ ବିକ୍ରି ଆଧାରରେ ଏତେ ଟଙ୍କା ଗଚ୍ଛିତ ହୋଇଛି, ତେବେ ଜନସମାଜରେ ଯେ ଏହା ଠିକ୍ କି ନାହିଁ, ତାହା ଅବଶ୍ୟ ତଦନ୍ତ ସାପେକ୍ଷ । ତେବେ ଓଡ଼ିଶା, ସାରା ଦେଶରେ ଜନସମ୍ପଦ ଚକ୍ରାନ୍ତରେ ଏତେ ପରିମାଣରେ ଟଙ୍କା ବାହାରିବା ଘଟଣା ଦେଖିବାକୁ ମିଳି ନଥିଲା । ବଲାଙ୍ଗିର ଭଳି ଏକ ଗରିବ ତଥା ପଛୁଆ ଜିଲ୍ଲାର ଏକ ମଦ ଭାଟିରୁ ଏତେ ପରିମାଣର ଟଙ୍କା ବାହାରିବା ଘଟଣା ସାଧାରଣ ଘଟଣା ବୋଲି ନପାରେ ବୋଲି ବୁଦ୍ଧିଜୀବୀମାନେ ଆଲୋଚନା କରୁଛନ୍ତି । ଦେଖାଯାଉ, ଇଡ଼ି ତଦନ୍ତରେ ଫଳାଫଳ କ’ଣ ଆସୁଛି ।: [586, 135, 932, 374]
footer-motif-dot: [444, 1514, 449, 1519]
footer-motif-dot: [372, 1514, 377, 1519]
article2-column-2: ସମ୍ମାନ ନିଧି, ପ୍ରାକୃତିକ କୃଷି, ଗ୍ରାମୀଣ ଅର୍ଥବ୍ୟବସ୍ଥାର ଶିଖ ଏବଂ ଗ୍ରାମାଞ୍ଚଳର ଗ୍ରାମସ୍ତରୀୟରେ ବିକାଶ ବିଷୟରେ କହିଥିଲେ । କାର୍ଯ୍ୟକ୍ରମରେ ସହରାଞ୍ଚଳର ବହୁ ସଂଖ୍ୟକ ଲୋକଙ୍କ ଉପସ୍ଥିତି ଉପରେ ଆଲୋକପାତ କରି ପ୍ରଧାନମନ୍ତ୍ରୀ ମୋଦୀ କହିଛନ୍ତି ଯେ, ଆଜିର ଚୋପର ସହରାଞ୍ଚଳ ବିକାଶ ଉପରେ ରହିଥିଲା । ପ୍ରଧାନମନ୍ତ୍ରୀ କହିଥିଲେ, ବିକଶିତ ଭାରତର ସଂକଳ୍ପରେ ଆମ ସହରଗୁଡ଼ିକର ବଡ଼ ଭୂମିକା ରହିଛି । ସ୍ୱାଧୀନତା ପରେ ବହୁତ ଦିନ ଧରି ସହରଗୁଡ଼ିକର ବିକାଶ ହେଉଥିଲା ତାହାର ପରିସର ଦେଶର କିଛି ବଡ଼ ସହରରେ ସୀମିତ ରହିଥିଲା । ବର୍ତ୍ତମାନ ସହରର ବିଶେଷ ତିୟର-୨ ଓ ଟିୟର-୩ ସହରର ବିକାଶ ଉପରେ ଗୁରୁତ୍ୱ ଦେଉଛୁ । ଏହା ଶକ୍ତି ଦେଉଛି । ଦେଶର ସାର୍ବଜନୀନ ସହର ଓ ଛୋଟ ସହରରେ ରହୁଥିବା ଲୋକଙ୍କୁ ସୁବିଧା କରିବାକୁ ଯାଉଛନ୍ତି । ଏହି ପରିପ୍ରେକ୍ଷୀରେ ସେ ଅମୃତ ମିଶନ ଓ ସ୍ମାର୍ଟ ସିଟି ମିଶନର ଉଦାହରଣ ଦେଲେ ଯାହା ଛୋଟ ସହରରେ ମୌଳିକ ସୁବିଧାର ଉନ୍ନତିକରଣ କରୁଛନ୍ତି । ଏହି ଦୁଇଟି ଯୋଜନା ସହର ଜୀବନଶୈଳୀ, ଯାତ୍ରା ସହଜତା ଏବଂ ବ୍ୟବସାୟ କରିବାର ସହଜତାକୁ ପ୍ରଭାବିତ କରିଛି । ଗରିବ, ନବ-ମଧ୍ୟବିତ୍ତ, ମଧ୍ୟବିତ୍ତ ଶ୍ରେଣୀ ଧନୀ ସମସ୍ତେ ଏହି ବର୍ଦ୍ଧିତ ସୁବିଧାର ଲାଭ ପାଉଛନ୍ତି ବୋଲି ପ୍ରଧାନମନ୍ତ୍ରୀ କହିଥିଲେ । ପ୍ରଧାନମନ୍ତ୍ରୀ ଲୋକଙ୍କୁ ଆଶ୍ୱାସନା ଦେଇ କହିଲେ ଯେ ସରକାର ଭାରତର ପ୍ରତ୍ୟେକ ନାଗରିକଙ୍କ ଜୀବନକୁ ସହଜ କରିବା ସହିତ ସେମାନଙ୍କ ଉପରେ ଖର୍ଚ୍ଚ ହ୍ରାସ କରିବା ଦିଗରେ ଧ୍ୟାନ ଦେଇଛନ୍ତି । ପ୍ରଧାନମନ୍ତ୍ରୀ ମହତ୍ତ୍ୱ ଦେଇଥିଲେ ଯେ କରୋନା ମହାମାରୀ ସମୟରେ ସରକାର ଗରିବଙ୍କ ପାଖରେ ପହଞ୍ଚିଥିଲେ । ଆଲୋକପାତ କରି ପ୍ରଧାନମନ୍ତ୍ରୀ ୨୦ କୋଟି ମହିଳାଙ୍କ ବ୍ୟାଙ୍କ ଆକାଉଣ୍ଟକୁ ହଜାର ହଜାର କୋଟି ଟଙ୍କା ପ୍ରଦାନ, ମାଗଣା କରୋନା ଟିକା, ଗରିବ ପରିବାରଙ୍କୁ ମାଗଣା ରାସନ ଏବଂ କ୍ଷୁଦ୍ର: [196, 851, 374, 1345]
footer-motif-dot: [732, 1514, 737, 1519]
footer-motif-dot: [804, 1514, 809, 1519]
footer-motif-dot: [156, 1514, 161, 1519]
article1-headline: ଗ୍ରାମାଞ୍ଚଳରେ ସ୍ୱାସ୍ଥ୍ୟ ସେବା ଯୋଗାଉଛି ବିକଶିତ ଭାରତ ସଂକଳ୍ପ ଯାତ୍ରା: [6, 50, 571, 80]
pangolin-headline: ଜୀବନ୍ତ ବଜ୍ରକାପ୍ତା ଉଦ୍ଧାର : ୧ ଗିରଫ: [578, 478, 940, 508]
footer-motif-dot: [132, 1514, 137, 1519]
footer-motif-dot: [324, 1514, 329, 1519]
footer-motif-dot: [876, 1514, 881, 1519]
footer-motif-dot: [420, 1514, 425, 1519]
article1-column-1: ଭୁବନେଶ୍ୱର, (ପିଆଇବି) : ୨୦୨୩ ନଭେମ୍ବର ୧୫ରେ ପ୍ରଧାନମନ୍ତ୍ରୀ ନରେନ୍ଦ୍ର ମୋଦୀଙ୍କ ଦ୍ୱାରା ଶୁଭାରମ୍ଭ କରାଯାଇଥିବା ବିକଶିତ ଭାରତ ସଂକଳ୍ପ ଯାତ୍ରା ଦୃଶ୍ୟମାନ୍ତରେ ଲୋକଙ୍କୁ ଲାଭାନ୍ୱିତ କରିବା ପାଇଁ ସ୍ୱାସ୍ଥ୍ୟ ପଦକ୍ଷେପକୁ ପ୍ରୋତ୍ସାହିତ କରିବା ପାଇଁ ଏକ ଶକ୍ତିଶାଳୀ ମଞ୍ଚରେ ପରିଣତ ହୋଇଛି । ଯାତ୍ରାର ଏତେବେଳେ, ଶିକ୍ଷା ଓ ଯୋଗାଯୋଗ (ଆଇଇସି) ବାହନ ସେମାନଙ୍କ ନିକଟରେ ବିକାଶମୂଳକ ଯୋଜନାର ବାର୍ତ୍ତା ପହଞ୍ଚାଇବା ସହିତ ଗ୍ରାମ ପଞ୍ଚାୟତରେ ଆୟୋଜିତ ଦେଉଥିବା ସ୍ୱାସ୍ଥ୍ୟ ଶିବିରରେ ମାଗଣା ସ୍ୱାସ୍ଥ୍ୟ ପରୀକ୍ଷା କରାଯାଉଛି । ଲୋକମାନଙ୍କର ଯକ୍ଷ୍ମା, ଉଚ୍ଚ ରକ୍ତଚାପ, ମଧୁମେହ ଇତ୍ୟାଦି ପରୀକ୍ଷା କରାଯାଉଛି । ବର୍ତ୍ତମାନ ସୁଦ୍ଧା ୬୩ ଲକ୍ଷରୁ ଅଧିକ ଲୋକ ସ୍ୱାସ୍ଥ୍ୟ ଶିବିରର ଲାଭ ନେଇସାରିଲେଣି । ଯାତ୍ରା ସମୟରେ ୨୬,୫୫୧ରୁ ଅଧିକ ଗ୍ରାମ ପଞ୍ଚାୟତ ଆୟୁଷ୍ମାନ କାର୍ଡର ଶତ ପ୍ରତିଶତ (ଡିସେମ୍ବର ୧୨, ୨୦୨୩ ସୁଦ୍ଧା) ହାସଲ କରିଛନ୍ତି । ବିକଶିତ ଭାରତ ସଂକଳ୍ପ ଯାତ୍ରା ଅନ୍ତର୍ଗତ ସୁସ୍ଥ ଭାରତ ଅଭିଯାନର ଏକ ଅଂଶ ଭାବରେ ନିମ୍ନଲିଖିତ କାର୍ଯ୍ୟକଳାପ କରାଯାଉଛି : ଆୟୁଷ୍ମାନ ଭାରତ-ପ୍ରଧାନମନ୍ତ୍ରୀ ଜନ ଆରୋଗ୍ୟ ଯୋଜନା (ଏବିପିଏମଜେଏୱାଇ) : ଏହି ପଦକ୍ଷେପ ଗରିବଙ୍କ ସ୍ୱାସ୍ଥ୍ୟ ସେବା ଯୋଜନା ଅଧୀନରେ ଆୟୁଷ୍ମାନ ଆପ୍: [8, 181, 186, 541]
article1-highlight-1: - ୨୬ ହଜାରରୁ ଅଧିକ ଗ୍ରାମ ପଞ୍ଚାୟତକୁ ୧୦୦% ଆୟୁଷ୍ମାନ କାର୍ଡ ମିଳିଛି: [14, 89, 353, 104]
footer-motif-dot: [636, 1514, 641, 1519]
pangolin-photo: [756, 512, 938, 708]
footer-motif-dot: [60, 1514, 65, 1519]
footer-motif-dot: [180, 1514, 185, 1519]
english-name: KOSHALA PRABAHA: [226, 5, 456, 31]
footer-motif-dot: [516, 1514, 521, 1519]
column-divider: [191, 688, 192, 1488]
footer-motif-dot: [84, 1514, 89, 1519]
footer-motif-dot: [924, 1514, 929, 1519]
section-tab: ଚିନ୍ତା ଓ ଚେତନା: [712, 3, 830, 33]
pangolin-caption: ବନଖଣ୍ଡ ଅଧିକାରୀଙ୍କୁ ହସ୍ତାନ୍ତର କରାଯାଇଥିବା ସୂଚନା ମିଳିଛି ।: [756, 710, 935, 733]
newspaper-logo: [6, 4, 206, 32]
editorial-banner: ସଂପାଦକୀୟ: [586, 52, 776, 80]
column-divider: [190, 180, 191, 642]
footer-motif-dot: [108, 1514, 113, 1519]
footer-motif-dot: [36, 1514, 41, 1519]
logo-emblem-icon: ✦: [6, 5, 32, 31]
article2-highlights: [196, 706, 568, 844]
footer-motif-dot: [492, 1514, 497, 1519]
footer-motif-dot: [612, 1514, 617, 1519]
footer-motif-dot: [588, 1514, 593, 1519]
decorative-footer-band: [0, 1500, 945, 1533]
pangolin-story-text-continued: ଏସ୍‌ଡିଜେଏମ୍ କୋର୍ଟକୁ ଚାଲାଣ କରାଯାଇଥିବା ବେଳେ ଜୀବନ୍ତ ବଜ୍ରକାପ୍ତାକୁ ପାଲଲହଡ଼ା: [580, 729, 750, 754]
article2-highlight-4: - ସହରାଞ୍ଚଳ ପରିବାର ନିମନ୍ତେ ଅର୍ଥ ସଞ୍ଚୟ ପାଇଁ ସରକାର ପ୍ରତିଶ୍ରୁତିବଦ୍ଧ: [202, 772, 526, 786]
grass-upper: [756, 512, 938, 572]
footer-motif-dot: [252, 1514, 257, 1519]
editorial-title: ମଦଭାଟିରେ ଟଙ୍କାର ପାହାଡ଼: [584, 86, 934, 128]
column-divider: [376, 180, 377, 642]
